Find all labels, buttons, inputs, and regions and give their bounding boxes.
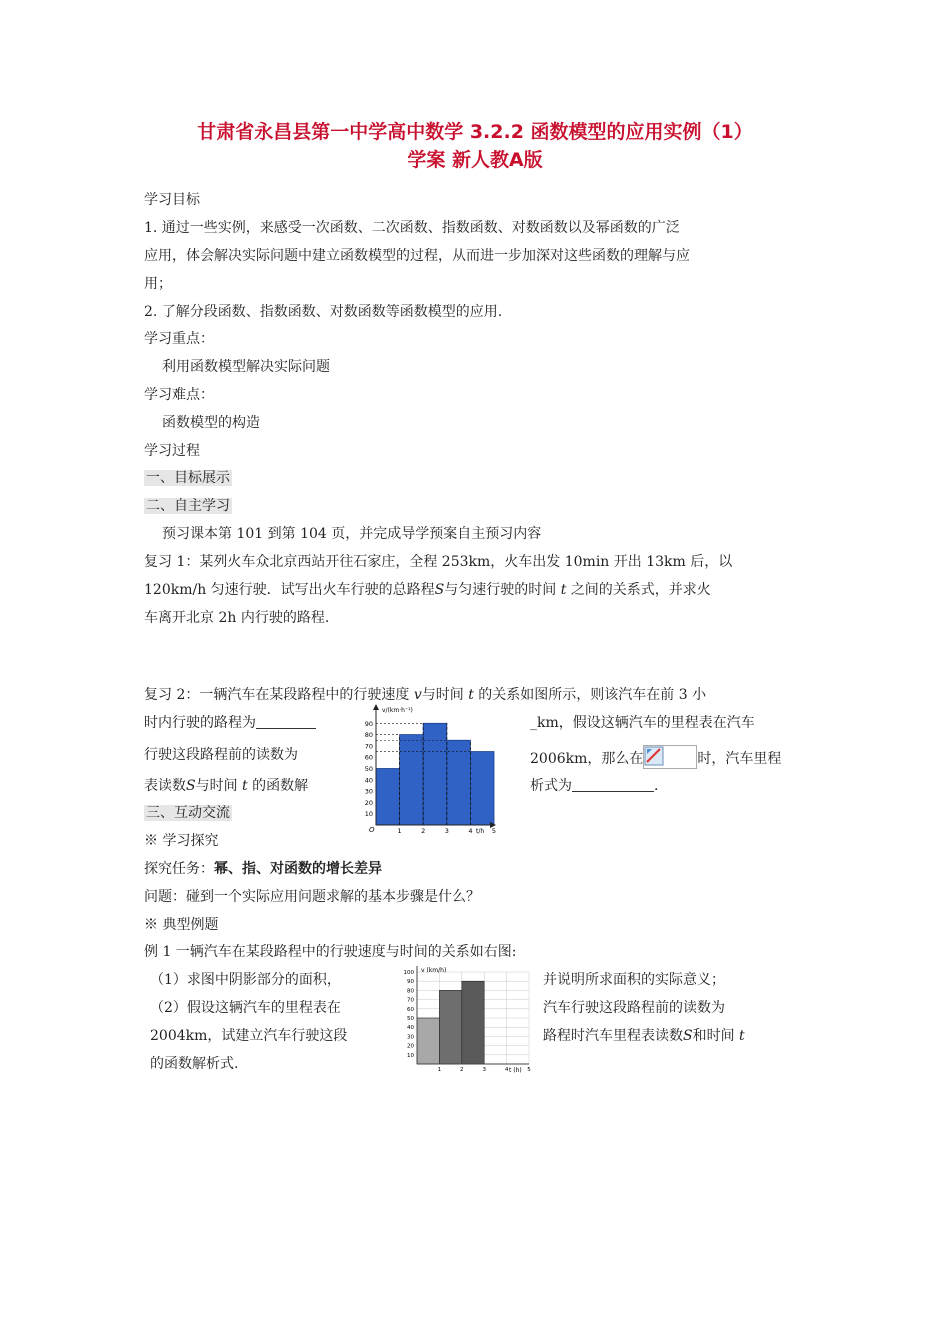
key-points-content: 利用函数模型解决实际问题 — [162, 359, 330, 375]
task-title: 幂、指、对函数的增长差异 — [214, 861, 382, 877]
chart-1-xtick: 2 — [421, 827, 426, 835]
var-t: t — [242, 778, 248, 794]
review-2-d-post: 的函数解 — [252, 778, 309, 794]
example-1-line-b-right: 并说明所求面积的实际意义； — [543, 972, 725, 988]
review-1-b-post: 之间的关系式，并求火 — [570, 582, 711, 598]
chart-2-xlabel: t (h) — [509, 1067, 522, 1074]
chart-1-bar-2-3 — [423, 723, 447, 825]
review-2-c-right-pre: 2006km，那么在 — [530, 751, 644, 767]
chart-1-ytick: 80 — [364, 731, 373, 740]
answer-blank-formula[interactable] — [572, 777, 654, 792]
velocity-time-chart-1 — [360, 700, 500, 835]
chart-1-xlabel: t/h — [476, 828, 485, 835]
document-title — [100, 118, 850, 174]
study-explore-heading: ※ 学习探究 — [144, 833, 219, 849]
review-1-line-c: 车离开北京 2h 内行驶的路程. — [144, 610, 330, 626]
example-1-line-c-left: （2）假设这辆汽车的里程表在 — [150, 1000, 341, 1016]
chart-1-bar-1-2 — [400, 735, 424, 825]
section-3-heading — [144, 803, 232, 823]
var-t: t — [468, 687, 474, 703]
chart-2-bar-1-2 — [439, 990, 461, 1064]
review-2-line-b-right: _km，假设这辆汽车的里程表在汽车 — [530, 715, 755, 731]
chart-2-ytick: 40 — [407, 1025, 414, 1032]
goals-heading: 学习目标 — [144, 192, 200, 208]
chart-2-ytick: 10 — [407, 1052, 414, 1059]
goal-1-line-c: 用； — [144, 276, 172, 292]
chart-2-ytick: 30 — [407, 1034, 414, 1041]
review-2-a-post: 的关系如图所示，则该汽车在前 3 小 — [478, 687, 707, 703]
chart-2-ytick: 100 — [403, 970, 414, 976]
section-1-label: 一、目标展示 — [146, 470, 230, 486]
chart-1-bar-4-5 — [470, 752, 494, 825]
var-t: t — [560, 582, 567, 598]
example-1-line-a: 例 1 一辆汽车在某段路程中的行驶速度与时间的关系如右图: — [144, 944, 517, 960]
chart-1-xtick: 4 — [468, 827, 473, 835]
velocity-time-chart-2 — [395, 962, 535, 1074]
chart-2-ytick: 80 — [407, 988, 414, 995]
example-1-line-b-left: （1）求图中阴影部分的面积， — [150, 972, 341, 988]
chart-1-ytick: 90 — [364, 719, 373, 728]
var-s: S — [434, 582, 445, 598]
key-points-heading: 学习重点： — [144, 331, 214, 347]
review-2-d-mid: 与时间 — [195, 778, 238, 794]
example-1-line-d-left: 2004km，试建立汽车行驶这段 — [150, 1028, 348, 1044]
title-line-1: 甘肃省永昌县第一中学高中数学 3.2.2 函数模型的应用实例（1） — [197, 121, 753, 143]
review-2-d-right-end: . — [654, 778, 659, 794]
review-2-line-d-left — [144, 776, 308, 796]
review-1-b-pre: 120km/h 匀速行驶．试写出火车行驶的总路程 — [144, 582, 435, 598]
chart-2-ytick: 70 — [407, 997, 414, 1004]
example-1-line-d-right — [543, 1026, 745, 1046]
chart-2-ytick: 50 — [407, 1016, 414, 1022]
example-1-line-e-left: 的函数解析式. — [150, 1056, 239, 1072]
goal-1-line-a: 1. 通过一些实例，来感受一次函数、二次函数、指数函数、对数函数以及幂函数的广泛 — [144, 220, 680, 236]
var-v: v — [413, 687, 422, 703]
chart-2-ytick: 20 — [407, 1043, 414, 1050]
example-1-line-c-right: 汽车行驶这段路程前的读数为 — [543, 1000, 725, 1016]
title-line-2: 学案 新人教A版 — [407, 149, 543, 171]
review-2-line-c-right — [530, 745, 781, 769]
review-2-line-d-right — [530, 776, 658, 796]
review-2-b-left: 时内行驶的路程为 — [144, 715, 256, 731]
answer-blank-distance[interactable] — [256, 714, 316, 729]
question-line: 问题：碰到一个实际应用问题求解的基本步骤是什么？ — [144, 889, 480, 905]
goal-2: 2. 了解分段函数、指数函数、对数函数等函数模型的应用. — [144, 304, 503, 320]
process-heading: 学习过程 — [144, 443, 200, 459]
chart-1-bar-0-1 — [376, 769, 400, 826]
section-3-label: 三、互动交流 — [146, 805, 230, 821]
review-1-b-mid: 与匀速行驶的时间 — [444, 582, 557, 598]
chart-2-xtick: 2 — [460, 1067, 464, 1073]
section-2-heading — [144, 496, 232, 516]
chart-1-ytick: 60 — [364, 753, 373, 762]
chart-1-xtick: 3 — [444, 827, 449, 835]
chart-2-bar-0-1 — [417, 1018, 439, 1064]
chart-1-bar-3-4 — [447, 740, 471, 825]
var-t: t — [739, 1028, 745, 1044]
chart-2-xtick: 5 — [527, 1067, 531, 1073]
chart-2-xtick: 3 — [482, 1067, 486, 1073]
review-2-a-pre: 复习 2：一辆汽车在某段路程中的行驶速度 — [144, 687, 410, 703]
review-2-c-right-post: 时，汽车里程 — [697, 751, 782, 767]
preview-text: 预习课本第 101 到第 104 页，并完成导学预案自主预习内容 — [162, 526, 542, 542]
review-2-line-c-left: 行驶这段路程前的读数为 — [144, 747, 298, 763]
review-2-line-b-left — [144, 713, 316, 733]
examples-heading: ※ 典型例题 — [144, 917, 219, 933]
review-2-d-pre: 表读数 — [144, 778, 186, 794]
chart-2-xtick: 4 — [504, 1067, 509, 1073]
chart-1-ytick: 50 — [364, 765, 373, 773]
difficulties-heading: 学习难点： — [144, 387, 214, 403]
review-2-d-right: 析式为 — [530, 778, 572, 794]
difficulties-content: 函数模型的构造 — [162, 415, 260, 431]
chart-1-ytick: 40 — [364, 776, 373, 785]
section-2-label: 二、自主学习 — [146, 498, 230, 514]
review-2-a-mid: 与时间 — [421, 687, 464, 703]
example-1-d-pre: 路程时汽车里程表读数 — [543, 1028, 683, 1044]
chart-2-ytick: 90 — [407, 979, 414, 986]
task-label: 探究任务： — [144, 861, 214, 877]
chart-2-xtick: 1 — [437, 1067, 442, 1073]
example-1-d-mid: 和时间 — [692, 1028, 735, 1044]
var-s: S — [186, 778, 196, 794]
chart-1-xtick: 5 — [491, 827, 497, 835]
var-s: S — [683, 1028, 693, 1044]
chart-1-ytick: 30 — [364, 787, 373, 796]
chart-2-bar-2-3 — [462, 981, 484, 1064]
chart-1-ytick: 20 — [364, 798, 373, 807]
chart-1-ytick: 10 — [364, 810, 373, 819]
review-1-line-b — [144, 580, 711, 600]
chart-1-origin: O — [369, 826, 375, 834]
goal-1-line-b: 应用，体会解决实际问题中建立函数模型的过程，从而进一步加深对这些函数的理解与应 — [144, 248, 690, 264]
section-1-heading — [144, 468, 232, 488]
task-line — [144, 859, 382, 879]
review-1-line-a: 复习 1：某列火车众北京西站开往石家庄，全程 253km，火车出发 10min 开出 13km 后，以 — [144, 554, 733, 570]
chart-1-ylabel: v/(km·h⁻¹) — [382, 707, 413, 714]
chart-1-xtick: 1 — [397, 827, 402, 835]
chart-2-ytick: 60 — [407, 1006, 414, 1013]
chart-1-ytick: 70 — [364, 742, 373, 751]
broken-image-icon — [643, 745, 697, 769]
chart-2-ylabel: v (km/h) — [421, 967, 447, 974]
